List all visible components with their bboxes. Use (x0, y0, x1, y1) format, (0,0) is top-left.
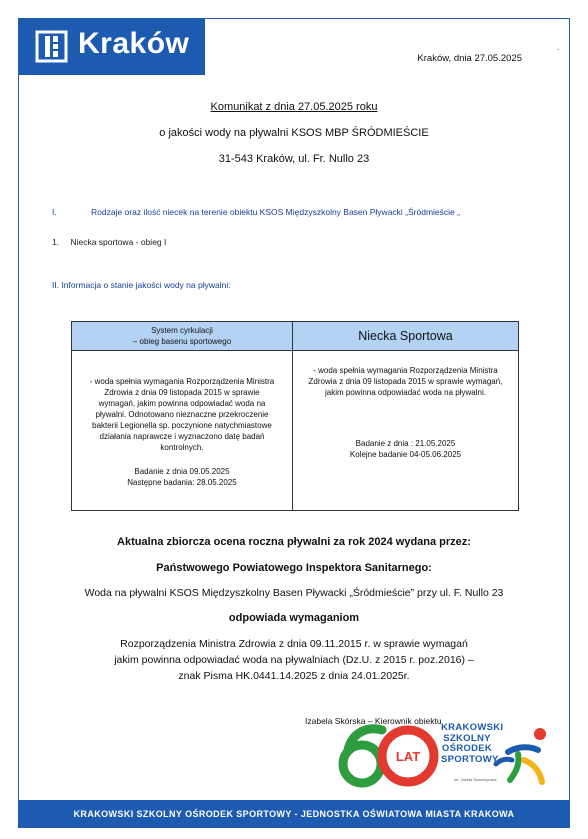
signature: Izabela Skórska – Kierownik obiektu (305, 716, 442, 726)
left-cell-line: bakterii Legionella sp. poczynione natychmiastowe (92, 421, 272, 430)
table-cell-left (72, 351, 293, 511)
lat-label: LAT (395, 749, 421, 764)
left-cell-line: Zdrowia z dnia 09 listopada 2015 w sprawie (104, 388, 260, 397)
left-cell-line: kontrolnych. (160, 443, 204, 452)
pool-address: 31-543 Kraków, ul. Fr. Nullo 23 (218, 153, 370, 165)
krakow-logo-icon (35, 30, 68, 63)
document-date: Kraków, dnia 27.05.2025 (417, 53, 522, 64)
table-cell-right (293, 351, 519, 511)
column-header-pool: Niecka Sportowa (293, 322, 519, 351)
left-cell-line: - woda spełnia wymagania Rozporządzenia Ministra (89, 377, 275, 386)
right-cell-line: Zdrowia z dnia 09 listopada 2015 w sprawie wymagań, (308, 377, 503, 386)
corner-dot: . (557, 43, 560, 52)
water-statement: Woda na pływalni KSOS Międzyszkolny Basen Pływacki „Śródmieście” przy ul. F. Nullo 23 (84, 587, 504, 599)
left-test-date: Badanie z dnia 09.05.2025 (134, 467, 230, 476)
meets-requirements: odpowiada wymaganiom (228, 612, 360, 624)
regulation-line: znak Pisma HK.0441.14.2025 z dnia 24.01.2025r. (178, 670, 410, 682)
anniversary-60-logo (338, 722, 442, 794)
right-test-date: Badanie z dnia : 21.05.2025 (355, 439, 456, 448)
regulation-line: Rozporządzenia Ministra Zdrowia z dnia 09.11.2015 r. w sprawie wymagań (120, 638, 468, 650)
list-item-label: Niecka sportowa - obieg I (70, 237, 167, 247)
ksos-line: KRAKOWSKI (441, 722, 504, 733)
left-cell-line: pływalni. Odnotowano nieznaczne przekroczenie (95, 410, 269, 419)
ksos-wordmark (441, 722, 504, 765)
section-1-number: I. (52, 207, 57, 217)
water-quality-table (71, 321, 519, 511)
left-cell-line: działania naprawcze i wyznaczono datę badań (99, 432, 265, 441)
ksos-line: SZKOLNY (443, 732, 491, 744)
list-item-number: 1. (52, 237, 60, 247)
circulation-header-line2: – obieg basenu sportowego (132, 337, 232, 346)
right-cell-line: - woda spełnia wymagania Rozporządzenia Ministra (313, 366, 498, 375)
left-next-test: Następne badania: 28.05.2025 (127, 478, 237, 487)
right-next-test: Kolejne badanie 04-05.06.2025 (349, 450, 462, 459)
ksos-line: SPORTOWY (441, 753, 499, 765)
water-quality-title: o jakości wody na pływalni KSOS MBP ŚRÓDMIEŚCIE (159, 127, 429, 139)
footer-banner: KRAKOWSKI SZKOLNY OŚRODEK SPORTOWY - JEDNOSTKA OŚWIATOWA MIASTA KRAKOWA (18, 800, 570, 828)
section-2-heading: II. Informacja o stanie jakości wody na pływalni: (52, 280, 231, 290)
right-cell-line: jakim powinna odpowiadać woda na pływalni. (325, 388, 486, 397)
krakow-logo (18, 18, 205, 75)
regulation-line: jakim powinna odpowiadać woda na pływalniach (Dz.U. z 2015 r. poz.2016) – (114, 654, 474, 666)
section-1-heading (52, 207, 460, 217)
left-cell-line: wymagań, jakim powinna odpowiadać woda na (98, 399, 266, 408)
logo-text: Kraków (78, 27, 190, 60)
annual-assessment-heading: Aktualna zbiorcza ocena roczna pływalni za rok 2024 wydana przez: (117, 536, 471, 548)
column-header-circulation (72, 322, 293, 351)
inspector-heading: Państwowego Powiatowego Inspektora Sanitarnego: (156, 562, 432, 574)
runner-icon (490, 724, 560, 794)
circulation-header-line1: System cyrkulacji (151, 326, 213, 335)
ksos-subtitle: im. Józefa Szczeżyczka (454, 777, 497, 782)
list-item (52, 237, 166, 247)
ksos-line: OŚRODEK (441, 743, 493, 754)
communique-title: Komunikat z dnia 27.05.2025 roku (210, 101, 378, 113)
section-1-text: Rodzaje oraz ilość niecek na terenie obiektu KSOS Międzyszkolny Basen Pływacki „Śródmieście „ (91, 207, 460, 217)
